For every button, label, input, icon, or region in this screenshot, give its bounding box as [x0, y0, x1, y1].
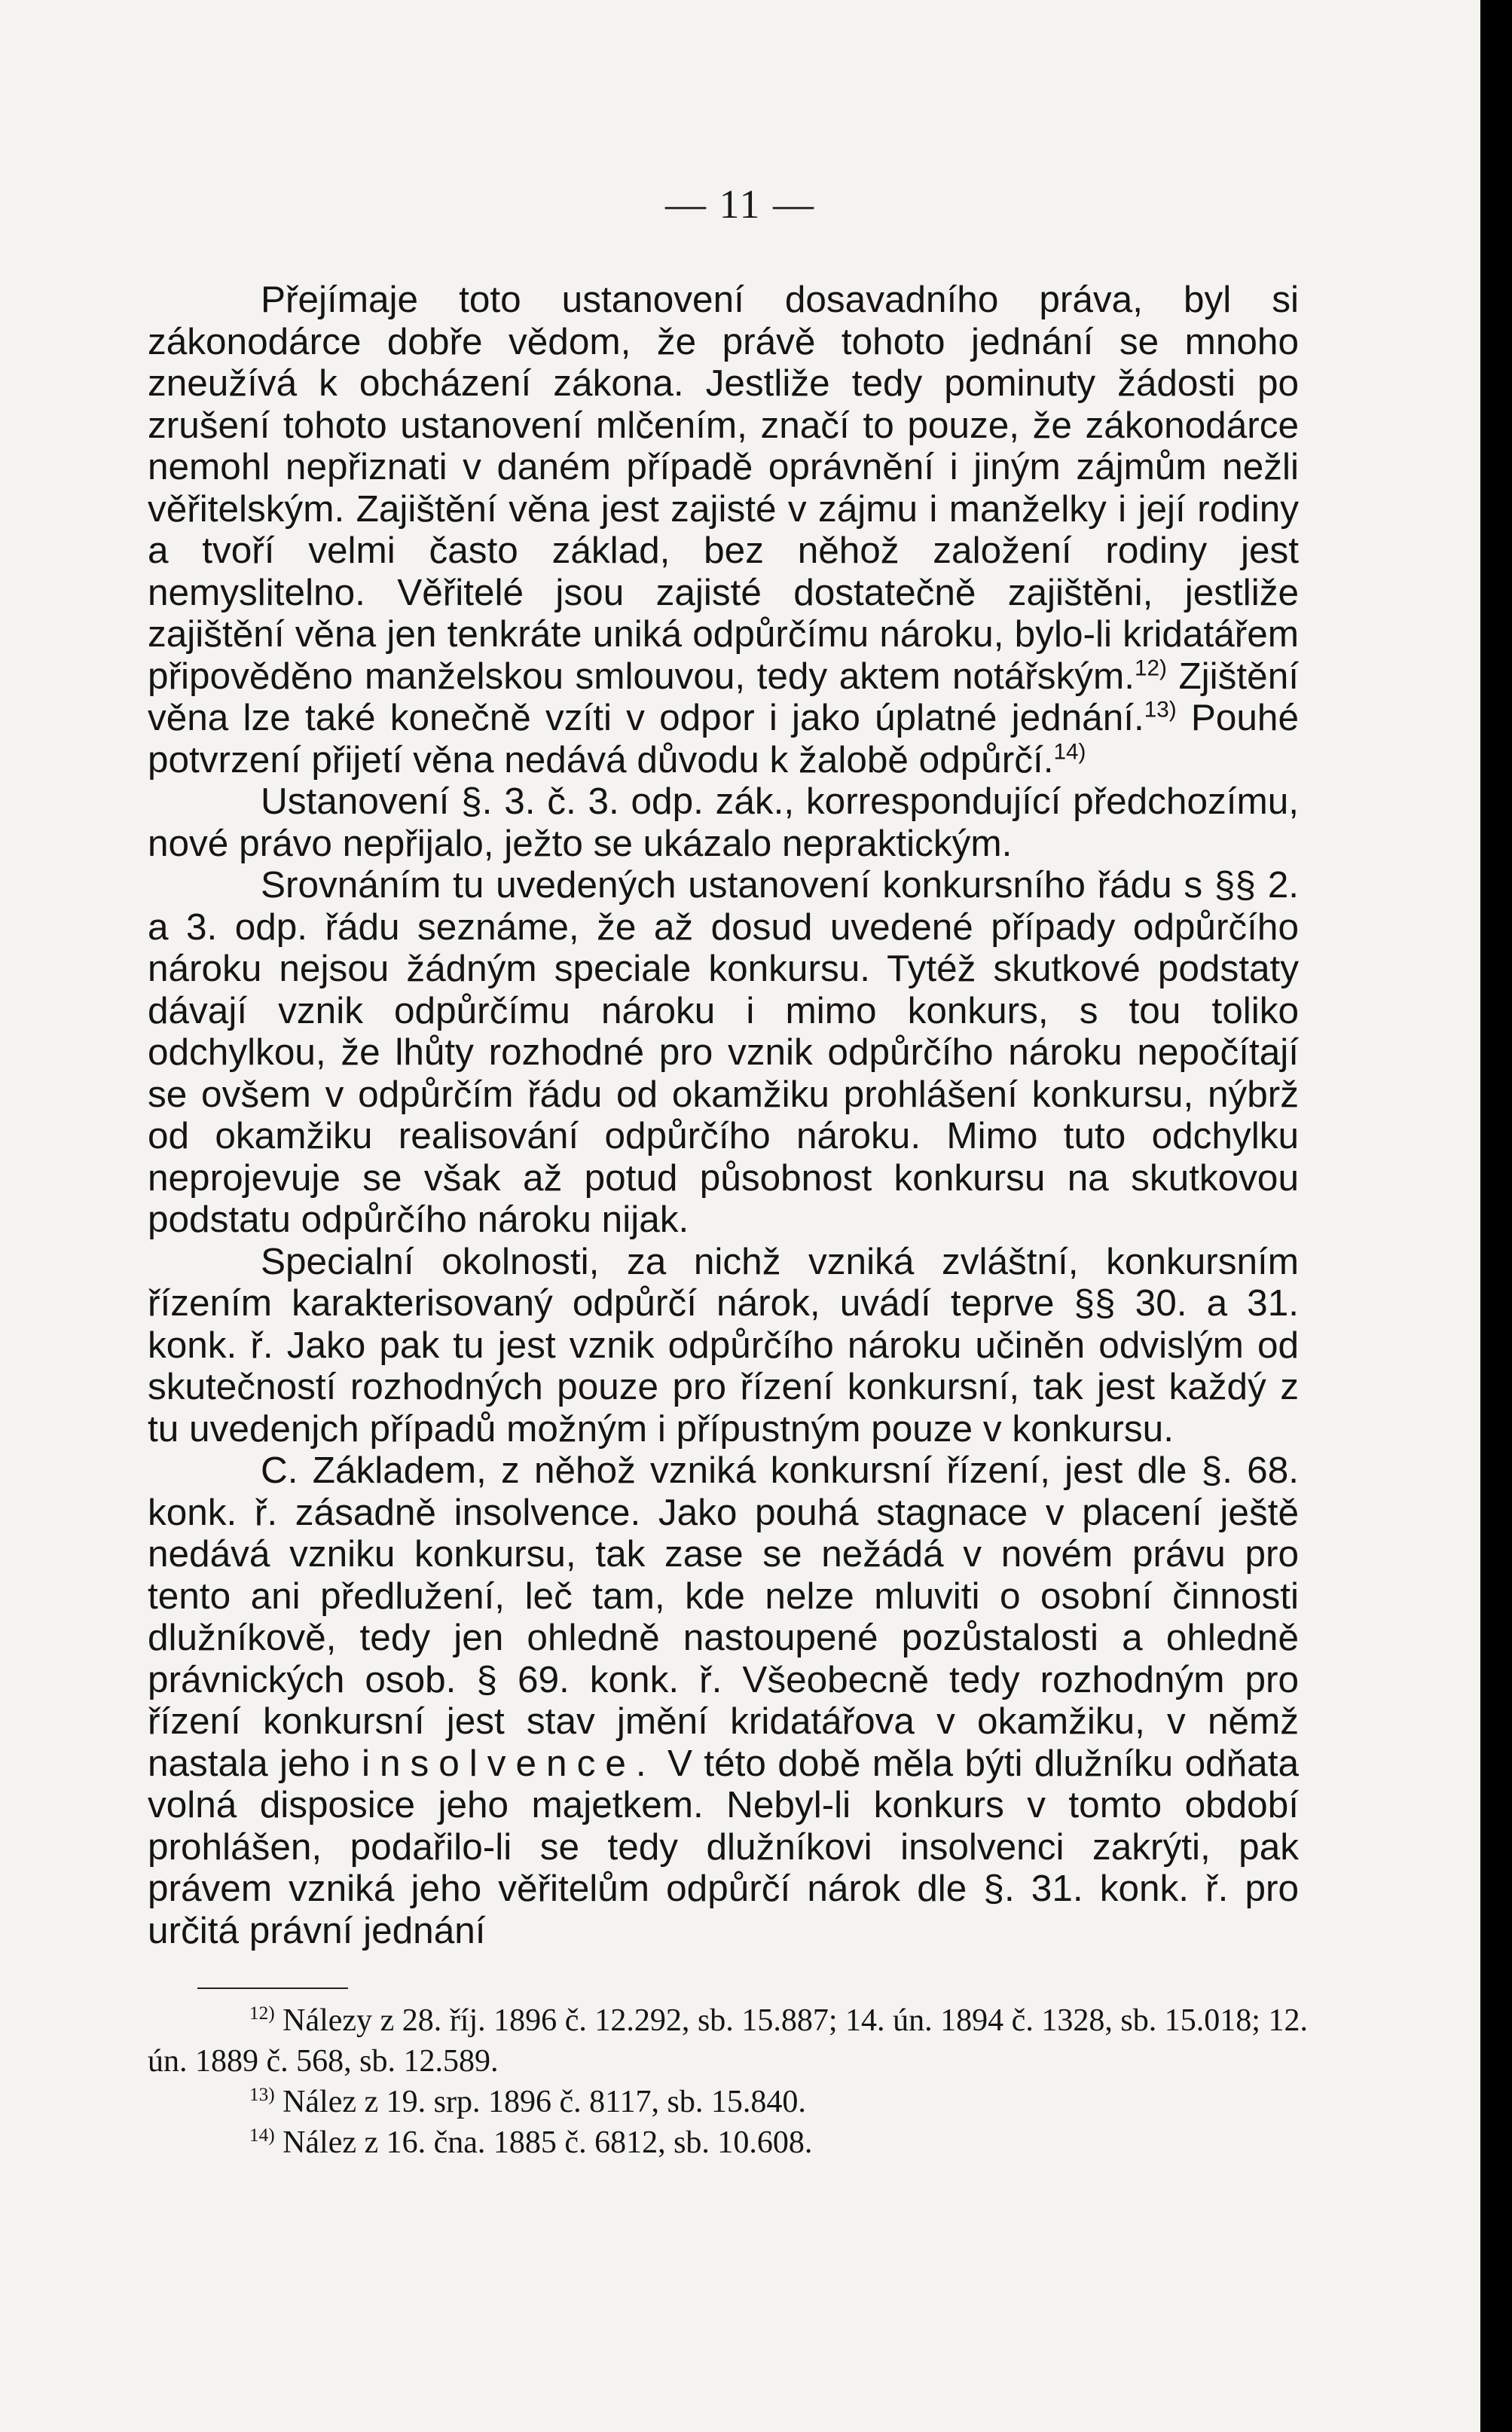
footnote-13: $^{13)}$ Nález z 19. srp. 1896 č. 8117, sb. 15.840. [249, 2085, 806, 2119]
paragraph-1: Přejímaje toto ustanovení dosavadního práva, byl si zákonodárce dobře vědom, že právě tohoto jednání se mnoho zneužívá k obcházení zákona. Jestliže tedy pominuty žádosti po zrušení tohoto ustanovení mlčením, značí to pouze, že zákonodárce nemohl nepřiznati v daném případě oprávnění i jiným zájmům nežli věřitelským. Zajištění věna jest zajisté v zájmu i manželky i její rodiny a tvoří velmi často základ, bez něhož založení rodiny jest nemyslitelno. Věřitelé jsou zajisté dostatečně zajištěni, jestliže zajištění věna jen tenkráte uniká odpůrčímu nároku, bylo-li kridatářem připověděno manželskou smlouvou, tedy aktem notářským.$^{12)}$ Zjištění věna lze také konečně vzíti v odpor i jako úplatné jednání.$^{13)}$ Pouhé potvrzení přijetí věna nedává důvodu k žalobě odpůrčí.$^{14)}$ [148, 279, 1299, 781]
paragraph-4: Specialní okolnosti, za nichž vzniká zvláštní, konkursním řízením karakterisovaný odpůrčí nárok, uvádí teprve §§ 30. a 31. konk. ř. Jako pak tu jest vznik odpůrčího nároku učiněn odvislým od skutečností rozhodných pouze pro řízení konkursní, tak jest každý z tu uvedenjch případů možným i přípustným pouze v konkursu. [148, 1240, 1299, 1450]
scan-border [1480, 0, 1512, 2432]
body-text [148, 279, 1299, 1951]
emphasized-word: insolvence. [361, 1742, 656, 1784]
paragraph-5: C. Základem, z něhož vzniká konkursní řízení, jest dle §. 68. konk. ř. zásadně insolvence. Jako pouhá stagnace v placení ještě nedává vzniku konkursu, tak zase se nežádá v novém právu pro tento ani předlužení, leč tam, kde nelze mluviti o osobní činnosti dlužníkově, tedy jen ohledně nastoupené pozůstalosti a ohledně právnických osob. § 69. konk. ř. Všeobecně tedy rozhodným pro řízení konkursní jest stav jmění kridatářova v okamžiku, v němž nastala jeho insolvence. V této době měla býti dlužníku odňata volná disposice jeho majetkem. Nebyl-li konkurs v tomto období prohlášen, podařilo-li se tedy dlužníkovi insolvenci zakrýti, pak právem vzniká jeho věřitelům odpůrčí nárok dle §. 31. konk. ř. pro určitá právní jednání [148, 1450, 1299, 1951]
paragraph-3: Srovnáním tu uvedených ustanovení konkursního řádu s §§ 2. a 3. odp. řádu seznáme, že až dosud uvedené případy odpůrčího nároku nejsou žádným speciale konkursu. Tytéž skutkové podstaty dávají vznik odpůrčímu nároku i mimo konkurs, s tou toliko odchylkou, že lhůty rozhodné pro vznik odpůrčího nároku nepočítají se ovšem v odpůrčím řádu od okamžiku prohlášení konkursu, nýbrž od okamžiku realisování odpůrčího nároku. Mimo tuto odchylku neprojevuje se však až potud působnost konkursu na skutkovou podstatu odpůrčího nároku nijak. [148, 864, 1299, 1240]
footnote-14: $^{14)}$ Nález z 16. čna. 1885 č. 6812, sb. 10.608. [249, 2125, 813, 2160]
page-number: — 11 — [665, 182, 815, 227]
footnote-ref-12: 12) [1135, 655, 1167, 680]
footnote-ref-13: 13) [1144, 697, 1177, 723]
paragraph-2: Ustanovení §. 3. č. 3. odp. zák., korrespondující předchozímu, nové právo nepřijalo, ježto se ukázalo nepraktickým. [148, 781, 1299, 864]
footnote-divider [197, 1987, 348, 1989]
footnote-ref-14: 14) [1053, 739, 1086, 764]
footnote-12: $^{12)}$ Nálezy z 28. říj. 1896 č. 12.292, sb. 15.887; 14. ún. 1894 č. 1328, sb. 15.018; 12. ún. 1889 č. 568, sb. 12.589. [148, 2003, 1309, 2079]
footnotes [148, 2000, 1308, 2163]
